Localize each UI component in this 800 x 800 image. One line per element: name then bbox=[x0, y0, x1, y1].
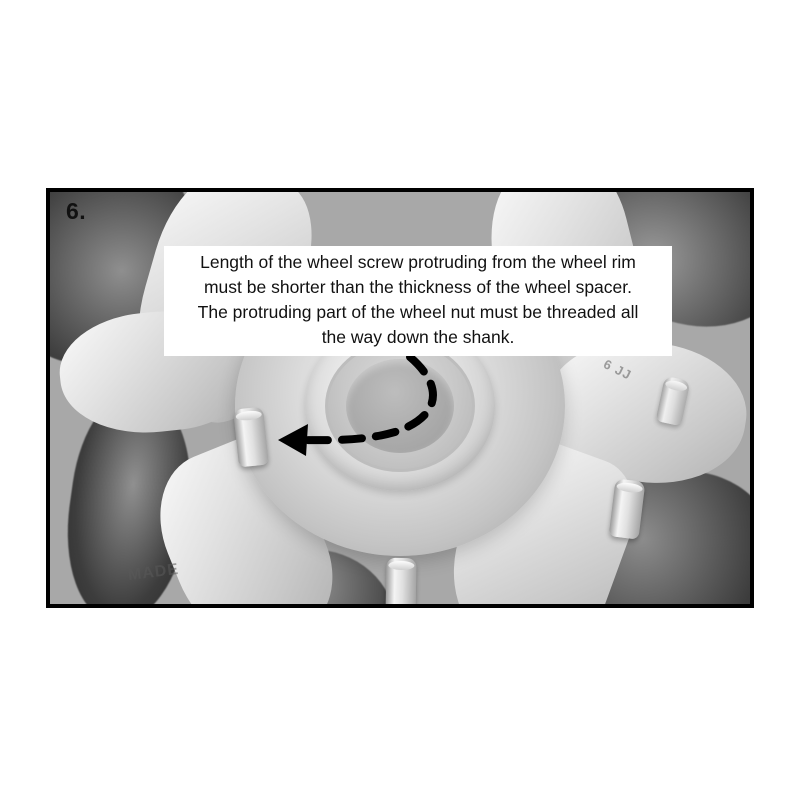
wheel-stud bbox=[233, 407, 269, 468]
hub-ring bbox=[325, 340, 475, 472]
caption-line-2: must be shorter than the thickness of the wheel spacer. bbox=[203, 277, 632, 297]
cast-marking: 6 JJ bbox=[600, 356, 634, 383]
step-number: 6. bbox=[66, 198, 87, 224]
hub-center-bore bbox=[346, 359, 454, 453]
cast-marking: MADE bbox=[127, 560, 180, 585]
caption-line-4: the way down the shank. bbox=[321, 327, 515, 347]
caption-line-3: The protruding part of the wheel nut must be threaded all bbox=[197, 302, 639, 322]
caption-box bbox=[164, 246, 672, 356]
wheel-stud bbox=[385, 558, 416, 608]
caption-line-1: Length of the wheel screw protruding from the wheel rim bbox=[200, 252, 636, 272]
instruction-panel bbox=[46, 188, 754, 608]
